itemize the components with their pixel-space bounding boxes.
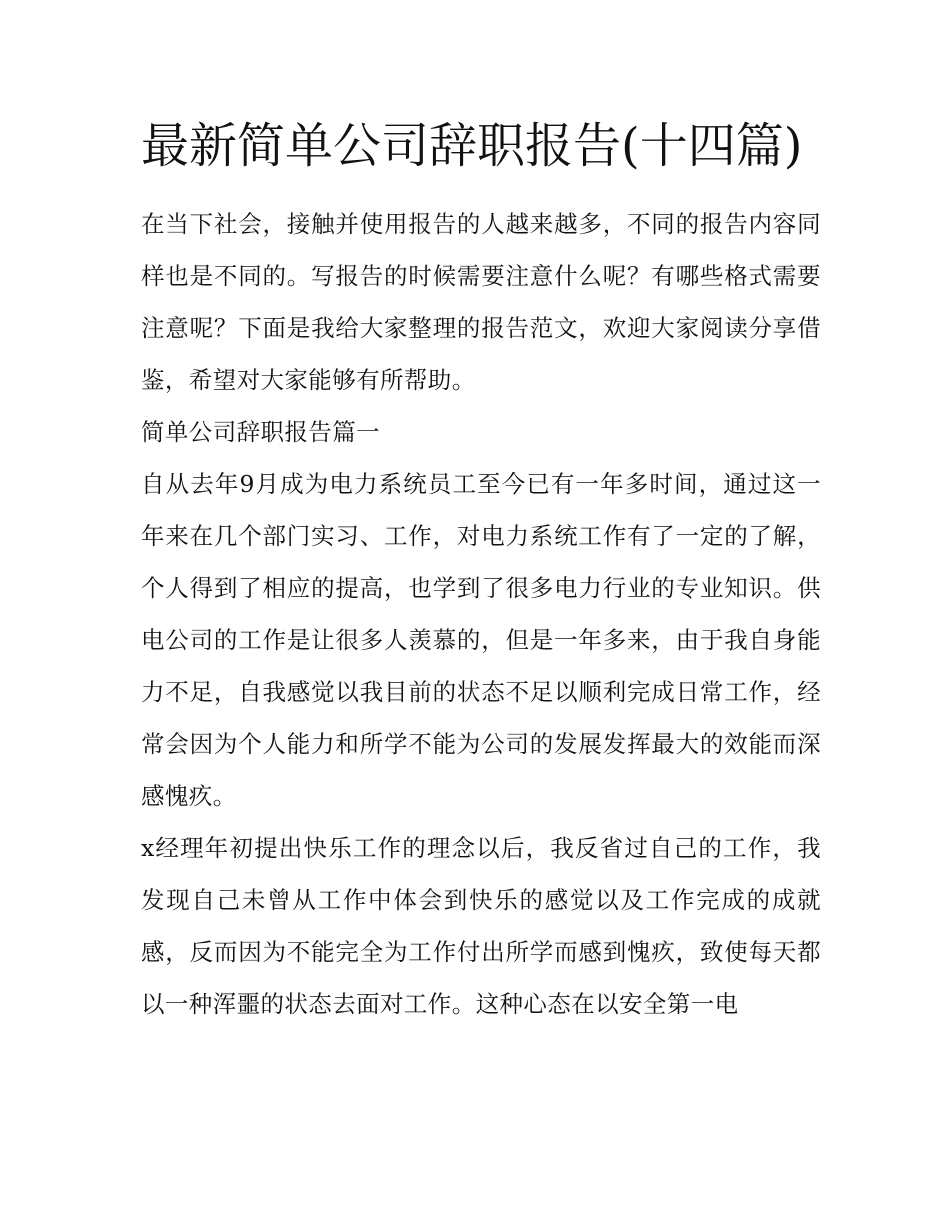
document-body — [141, 108, 821, 1030]
intro-paragraph: 在当下社会，接触并使用报告的人越来越多，不同的报告内容同样也是不同的。写报告的时候需要注意什么呢？有哪些格式需要注意呢？下面是我给大家整理的报告范文，欢迎大家阅读分享借鉴，希望对大家能够有所帮助。 — [141, 210, 821, 394]
body-paragraph-1: 自从去年9月成为电力系统员工至今已有一年多时间，通过这一年来在几个部门实习、工作，对电力系统工作有了一定的了解，个人得到了相应的提高，也学到了很多电力行业的专业知识。供电公司的工作是让很多人羡慕的，但是一年多来，由于我自身能力不足，自我感觉以我目前的状态不足以顺利完成日常工作，经常会因为个人能力和所学不能为公司的发展发挥最大的效能而深感愧疚。 — [141, 470, 821, 810]
body-paragraph-2: x经理年初提出快乐工作的理念以后，我反省过自己的工作，我发现自己未曾从工作中体会到快乐的感觉以及工作完成的成就感，反而因为不能完全为工作付出所学而感到愧疚，致使每天都以一种浑噩的状态去面对工作。这种心态在以安全第一电 — [141, 834, 821, 1018]
document-title: 最新简单公司辞职报告(十四篇) — [141, 118, 803, 174]
section-heading: 简单公司辞职报告篇一 — [141, 418, 380, 446]
